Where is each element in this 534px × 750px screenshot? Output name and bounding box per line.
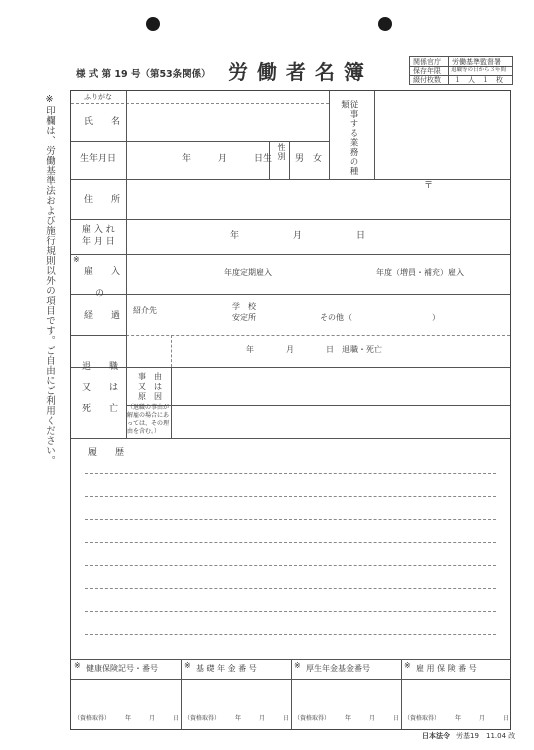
retire-label-3: 死 亡 bbox=[82, 404, 119, 414]
retire-date: 年 月 日 退職・死亡 bbox=[246, 345, 382, 354]
referral-school: 学 校 bbox=[232, 302, 256, 311]
publisher-brand: 日本法令 bbox=[422, 732, 450, 740]
mgmt-value-1: 退職等の日から３年間 bbox=[451, 67, 507, 73]
management-box bbox=[409, 56, 513, 85]
insurance-label-0: 健康保険記号・番号 bbox=[86, 664, 158, 673]
page-title: 労 働 者 名 簿 bbox=[228, 60, 365, 84]
insurance-label-1: 基 礎 年 金 番 号 bbox=[196, 664, 257, 673]
reason-line-3: 原 因 bbox=[138, 392, 162, 401]
form-number: 様 式 第 19 号（第53条関係） bbox=[76, 69, 211, 80]
mgmt-label-2: 綴付枚数 bbox=[413, 75, 441, 84]
insurance-mark-3: ※ bbox=[404, 661, 411, 670]
gender-label: 性別 bbox=[277, 143, 286, 161]
postal-mark: 〒 bbox=[424, 181, 434, 191]
gender-values: 男 女 bbox=[295, 154, 323, 164]
history-label: 履 歴 bbox=[88, 448, 125, 458]
insurance-mark-2: ※ bbox=[294, 661, 301, 670]
hire-history-label-3: 経 過 bbox=[84, 311, 121, 321]
insurance-acquire-3: （資格取得） 年 月 日 bbox=[404, 715, 510, 722]
mgmt-value-0: 労働基準監督署 bbox=[452, 57, 501, 66]
hire-periodic: 年度定期雇入 bbox=[224, 268, 272, 277]
referral-office: 安定所 bbox=[232, 313, 256, 322]
hire-date: 年 月 日 bbox=[230, 231, 366, 241]
address-label: 住 所 bbox=[84, 195, 121, 205]
insurance-mark-0: ※ bbox=[74, 661, 81, 670]
binder-hole-right bbox=[378, 17, 392, 31]
insurance-acquire-2: （資格取得） 年 月 日 bbox=[294, 715, 400, 722]
hire-date-label-1: 雇 入 れ bbox=[82, 225, 115, 235]
job-label: 従事する業務の種類 bbox=[339, 100, 358, 176]
hire-history-label-2: の bbox=[95, 289, 105, 299]
retire-label-2: 又 は bbox=[82, 383, 119, 393]
birth-date: 年 月 日生 bbox=[182, 154, 273, 164]
furigana-label: ふりがな bbox=[84, 93, 112, 101]
insurance-acquire-0: （資格取得） 年 月 日 bbox=[74, 715, 180, 722]
hire-date-label-2: 年 月 日 bbox=[82, 237, 115, 247]
form-version: 11.04 改 bbox=[486, 732, 516, 740]
side-note: ※印欄は、労働基準法および施行規則以外の項目です。ご自由にご利用ください。 bbox=[43, 94, 55, 466]
hire-history-label-1: 雇 入 bbox=[84, 267, 121, 277]
birth-label: 生年月日 bbox=[80, 154, 117, 164]
form-code: 労基19 bbox=[456, 732, 479, 740]
insurance-label-2: 厚生年金基金番号 bbox=[306, 664, 370, 673]
retire-label-1: 退 職 bbox=[82, 362, 119, 372]
name-label: 氏 名 bbox=[84, 117, 121, 127]
reason-line-2: 又 は bbox=[138, 382, 162, 391]
referral-other: その他（ ） bbox=[320, 313, 440, 322]
mgmt-label-1: 保存年限 bbox=[413, 66, 441, 75]
mgmt-value-2: １ 人 １ 枚 bbox=[454, 75, 503, 84]
hire-midyear: 年度（増員・補充）雇入 bbox=[376, 268, 464, 277]
insurance-mark-1: ※ bbox=[184, 661, 191, 670]
binder-hole-left bbox=[146, 17, 160, 31]
insurance-acquire-1: （資格取得） 年 月 日 bbox=[184, 715, 290, 722]
hire-history-mark: ※ bbox=[73, 255, 80, 264]
reason-note: （退職の事由が解雇の場合にあっては、その理由を含む。） bbox=[127, 404, 170, 436]
referral-label: 紹介先 bbox=[133, 306, 157, 315]
mgmt-label-0: 関係官庁 bbox=[413, 57, 441, 66]
insurance-label-3: 雇 用 保 険 番 号 bbox=[416, 664, 477, 673]
reason-line-1: 事 由 bbox=[138, 372, 162, 381]
